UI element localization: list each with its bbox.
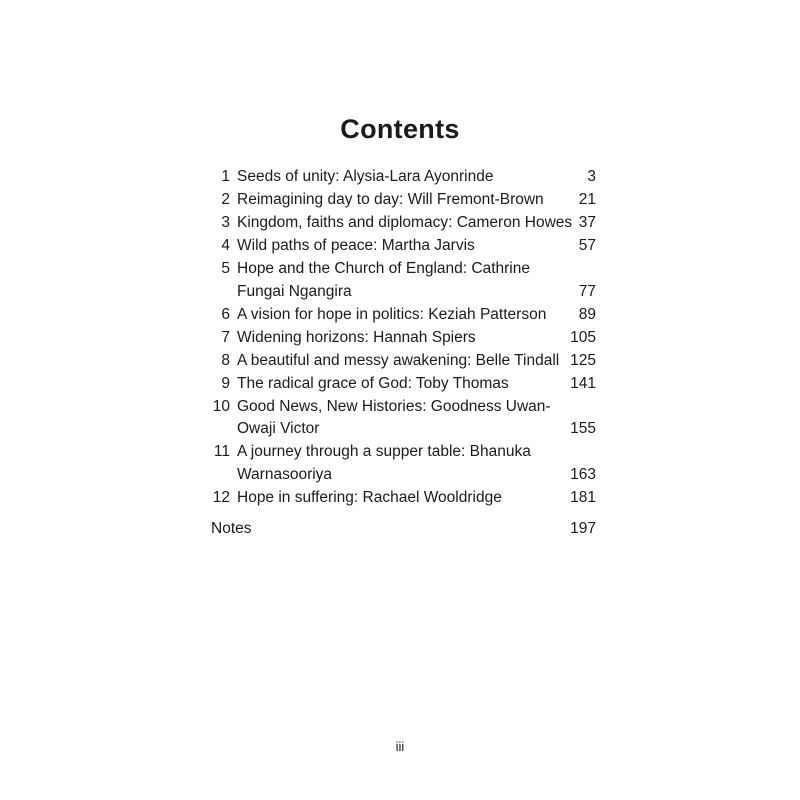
toc-entry-number: 3	[221, 214, 230, 231]
toc-entry-number	[208, 281, 230, 304]
toc-entry-title: Hope in suffering: Rachael Wooldridge	[237, 488, 502, 506]
toc-entry-line	[208, 373, 600, 396]
toc-entry-line	[208, 258, 600, 281]
toc-entry-number: 5	[221, 260, 230, 277]
toc-entry-notes-page: 197	[570, 520, 596, 537]
toc-entry-number: 4	[221, 237, 230, 254]
toc-entry-notes-label: Notes	[211, 520, 252, 537]
toc-entry[interactable]	[208, 166, 600, 189]
toc-entry-page	[596, 258, 600, 281]
toc-entry-line	[208, 327, 600, 350]
toc-entry-page: 21	[578, 191, 596, 208]
toc-entry-title: Seeds of unity: Alysia-Lara Ayonrinde	[237, 168, 494, 185]
toc-entry[interactable]	[208, 441, 600, 486]
toc-entry-line	[208, 487, 600, 510]
toc-entry-number	[208, 464, 230, 487]
toc-entry-title: Fungai Ngangira	[237, 282, 352, 300]
toc-entry[interactable]	[208, 212, 600, 235]
toc-entry-page: 125	[570, 351, 596, 369]
toc-entry[interactable]	[208, 304, 600, 327]
toc-entry-number	[208, 418, 230, 441]
toc-entry-title: A beautiful and messy awakening: Belle Tindall	[237, 351, 560, 369]
toc-entry-line	[208, 212, 600, 235]
toc-entry-line	[208, 350, 600, 373]
toc-entry-line	[208, 464, 600, 487]
toc-entry-title: The radical grace of God: Toby Thomas	[237, 374, 509, 392]
toc-entry[interactable]	[208, 396, 600, 441]
toc-entry-line	[208, 281, 600, 304]
toc-entry[interactable]	[208, 487, 600, 510]
toc-entry-line	[208, 235, 600, 258]
toc-entry-page: 77	[578, 282, 596, 300]
toc-entry-line	[208, 304, 600, 327]
toc-entry-page	[596, 396, 600, 419]
toc-entry-number: 8	[221, 351, 230, 369]
toc-entry-line	[208, 396, 600, 419]
toc-entry[interactable]	[208, 189, 600, 212]
toc-entry-title: Kingdom, faiths and diplomacy: Cameron Howes	[237, 214, 573, 231]
table-of-contents	[208, 166, 600, 510]
toc-entry-page: 155	[570, 420, 596, 437]
toc-entry-number: 12	[212, 488, 230, 506]
toc-entry-number: 7	[221, 328, 230, 346]
toc-entry-page: 37	[578, 214, 596, 231]
toc-entry-title: Wild paths of peace: Martha Jarvis	[237, 237, 475, 254]
toc-entry-number: 10	[212, 397, 230, 415]
page-title: Contents	[340, 114, 460, 145]
toc-entry-title: Owaji Victor	[237, 420, 320, 437]
toc-entry[interactable]	[208, 373, 600, 396]
toc-entry-number: 1	[221, 168, 230, 185]
toc-entry-page	[596, 441, 600, 464]
toc-entry-title: A vision for hope in politics: Keziah Patterson	[237, 305, 547, 323]
toc-entry-line	[208, 441, 600, 464]
toc-entry-title: Widening horizons: Hannah Spiers	[237, 328, 476, 346]
toc-entry-line	[208, 189, 600, 212]
toc-entry[interactable]	[208, 258, 600, 303]
toc-entry-line	[208, 166, 600, 189]
toc-entry-number: 11	[213, 443, 230, 460]
toc-entry-notes[interactable]	[211, 518, 596, 540]
toc-entry-title: A journey through a supper table: Bhanuka	[237, 443, 531, 460]
toc-entry-page: 141	[570, 374, 596, 392]
toc-entry-page: 105	[570, 328, 596, 346]
toc-entry-page: 181	[570, 488, 596, 506]
toc-entry-page: 57	[578, 237, 596, 254]
toc-entry[interactable]	[208, 350, 600, 373]
toc-entry[interactable]	[208, 327, 600, 350]
toc-entry[interactable]	[208, 235, 600, 258]
page-folio: iii	[395, 739, 405, 754]
toc-entry-page: 3	[587, 168, 596, 185]
toc-entry-title: Good News, New Histories: Goodness Uwan-	[237, 397, 551, 415]
toc-entry-title: Reimagining day to day: Will Fremont-Brown	[237, 191, 544, 208]
toc-entry-number: 6	[221, 305, 230, 323]
toc-entry-number: 2	[221, 191, 230, 208]
toc-entry-title: Hope and the Church of England: Cathrine	[237, 260, 530, 277]
toc-entry-number: 9	[221, 374, 230, 392]
toc-entry-page: 89	[578, 305, 596, 323]
toc-entry-page: 163	[570, 465, 596, 483]
toc-entry-line	[208, 418, 600, 441]
toc-entry-title: Warnasooriya	[237, 465, 333, 483]
